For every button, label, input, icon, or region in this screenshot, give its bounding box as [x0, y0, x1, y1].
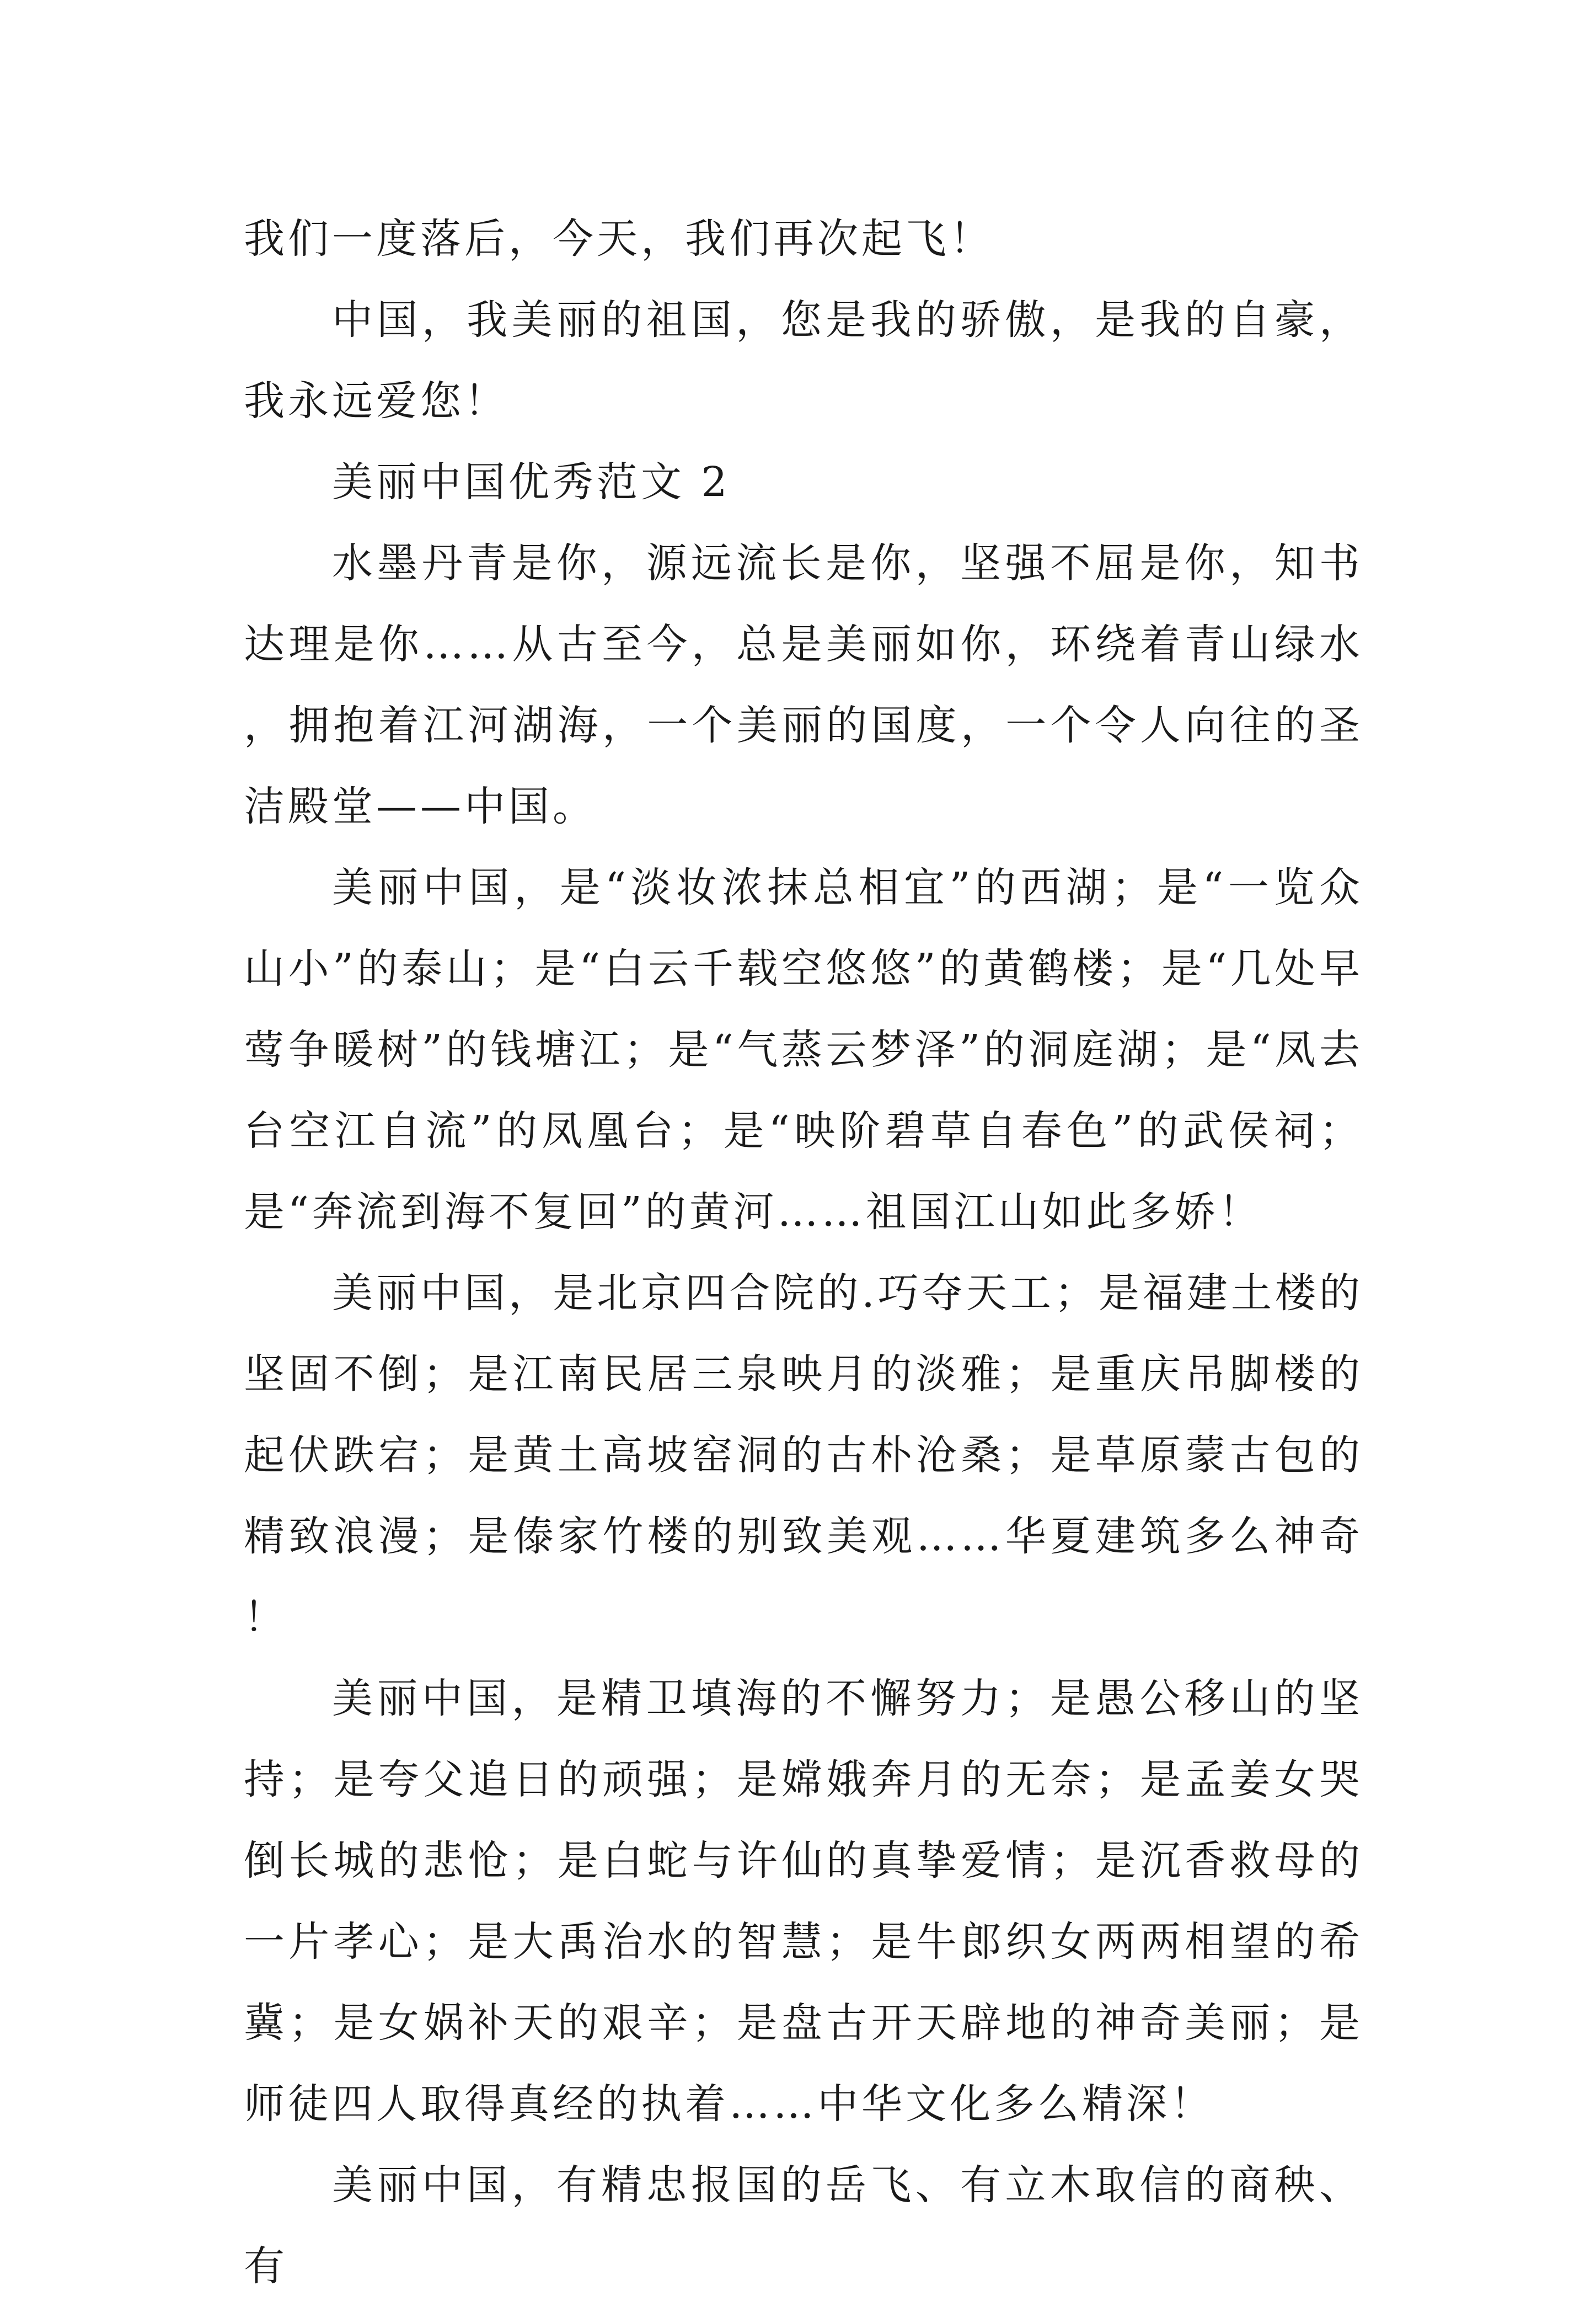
paragraph-1: 我们一度落后，今天，我们再次起飞！ — [244, 215, 994, 263]
paragraph-6: 美丽中国，是精卫填海的不懈努力；是愚公移山的坚持；是夸父追日的顽强；是嫦娥奔月的无奈；是孟姜女哭倒长城的悲怆；是白蛇与许仙的真挚爱情；是沉香救母的一片孝心；是大禹治水的智慧；是牛郎织女两两相望的希冀；是女娲补天的艰辛；是盘古开天辟地的神奇美丽；是师徒四人取得真经的执着……中华文化多么精深！ — [244, 1675, 1363, 2128]
paragraph-5: 美丽中国，是北京四合院的.巧夺天工；是福建土楼的坚固不倒；是江南民居三泉映月的淡雅；是重庆吊脚楼的起伏跌宕；是黄土高坡窑洞的古朴沧桑；是草原蒙古包的精致浪漫；是傣家竹楼的别致美观……华夏建筑多么神奇！ — [244, 1269, 1363, 1641]
paragraph-7: 美丽中国，有精忠报国的岳飞、有立木取信的商秧、有 — [244, 2161, 1363, 2290]
paragraph-3: 水墨丹青是你，源远流长是你，坚强不屈是你，知书达理是你……从古至今，总是美丽如你，环绕着青山绿水，拥抱着江河湖海，一个美丽的国度，一个令人向往的圣洁殿堂——中国。 — [244, 540, 1363, 830]
paragraph-2: 中国，我美丽的祖国，您是我的骄傲，是我的自豪，我永远爱您！ — [244, 296, 1363, 425]
section-heading: 美丽中国优秀范文 2 — [332, 458, 731, 506]
paragraph-4: 美丽中国，是“淡妆浓抹总相宜”的西湖；是“一览众山小”的泰山；是“白云千载空悠悠”的黄鹤楼；是“几处早莺争暖树”的钱塘江；是“气蒸云梦泽”的洞庭湖；是“凤去台空江自流”的凤凰台；是“映阶碧草自春色”的武侯祠；是“奔流到海不复回”的黄河……祖国江山如此多娇！ — [244, 864, 1363, 1236]
document-body — [244, 199, 1363, 2307]
